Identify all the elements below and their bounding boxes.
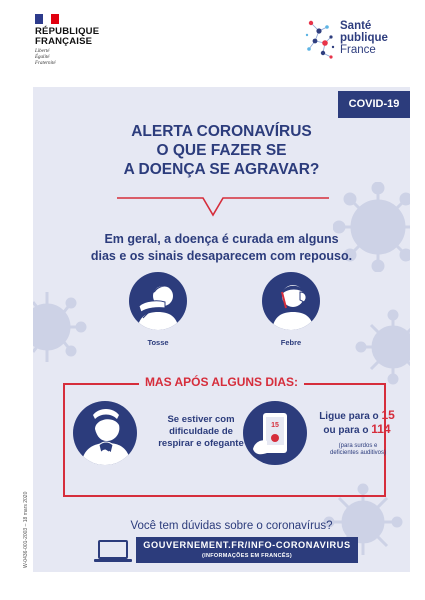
symptom-label-cough: Tosse bbox=[147, 338, 169, 347]
laptop-icon bbox=[93, 539, 133, 563]
alert-title bbox=[33, 122, 410, 179]
spf-line-1: Santé bbox=[340, 20, 372, 32]
spf-line-2: publique bbox=[340, 32, 388, 44]
marianne-flag-icon bbox=[35, 14, 59, 24]
spf-wordmark bbox=[340, 20, 388, 56]
fever-icon bbox=[262, 272, 320, 330]
virus-decoration-icon bbox=[33, 282, 93, 372]
republique-francaise-logo bbox=[35, 27, 99, 47]
condition-line-3: respirar e ofegante bbox=[158, 438, 244, 449]
breathing-difficulty-icon bbox=[73, 401, 137, 465]
breathing-condition-text bbox=[151, 414, 251, 450]
call-instructions bbox=[311, 409, 403, 437]
condition-line-1: Se estiver com bbox=[167, 414, 235, 425]
intro-line-1: Em geral, a doença é curada em alguns bbox=[104, 232, 339, 246]
motto-liberte: Liberté bbox=[35, 49, 50, 54]
rf-motto bbox=[35, 49, 56, 67]
info-url-link[interactable] bbox=[136, 537, 358, 563]
rf-line-2: FRANÇAISE bbox=[35, 36, 93, 47]
phone-screen-number: 15 bbox=[271, 422, 279, 429]
title-line-3: A DOENÇA SE AGRAVAR? bbox=[123, 161, 320, 178]
deaf-note bbox=[313, 443, 403, 457]
call-prefix: Ligue para o bbox=[319, 411, 379, 422]
note-line-1: (para surdos e bbox=[338, 443, 378, 449]
sante-publique-france-logo-icon bbox=[303, 17, 337, 65]
motto-egalite: Égalité bbox=[35, 55, 50, 60]
intro-text bbox=[33, 231, 410, 265]
symptom-label-fever: Febre bbox=[280, 338, 302, 347]
condition-line-2: dificuldade de bbox=[169, 426, 233, 437]
info-url-note: (INFORMAÇÕES EM FRANCÊS) bbox=[201, 553, 292, 559]
call-mid: ou para o bbox=[323, 425, 369, 436]
phone-call-icon bbox=[243, 401, 307, 465]
emergency-number-15: 15 bbox=[381, 408, 395, 422]
title-line-1: ALERTA CORONAVÍRUS bbox=[131, 123, 312, 140]
info-url-text: GOUVERNEMENT.FR/INFO-CORONAVIRUS bbox=[143, 540, 351, 550]
side-reference: W-0436-001-2003 – 18 mars 2020 bbox=[23, 491, 29, 568]
motto-fraternite: Fraternité bbox=[35, 61, 56, 66]
main-panel bbox=[33, 87, 410, 572]
cough-icon bbox=[129, 272, 187, 330]
note-line-2: deficientes auditivos) bbox=[329, 450, 387, 456]
spf-line-3: France bbox=[340, 44, 376, 56]
covid-badge: COVID-19 bbox=[338, 91, 410, 118]
warning-title: MAS APÓS ALGUNS DIAS: bbox=[139, 372, 304, 392]
rf-line-1: RÉPUBLIQUE bbox=[35, 26, 100, 37]
footer-question: Você tem dúvidas sobre o coronavírus? bbox=[130, 520, 333, 532]
emergency-number-114: 114 bbox=[371, 422, 391, 436]
warning-title-wrap bbox=[33, 371, 410, 392]
title-line-2: O QUE FAZER SE bbox=[156, 142, 287, 159]
intro-line-2: dias e os sinais desaparecem com repouso. bbox=[90, 249, 353, 263]
